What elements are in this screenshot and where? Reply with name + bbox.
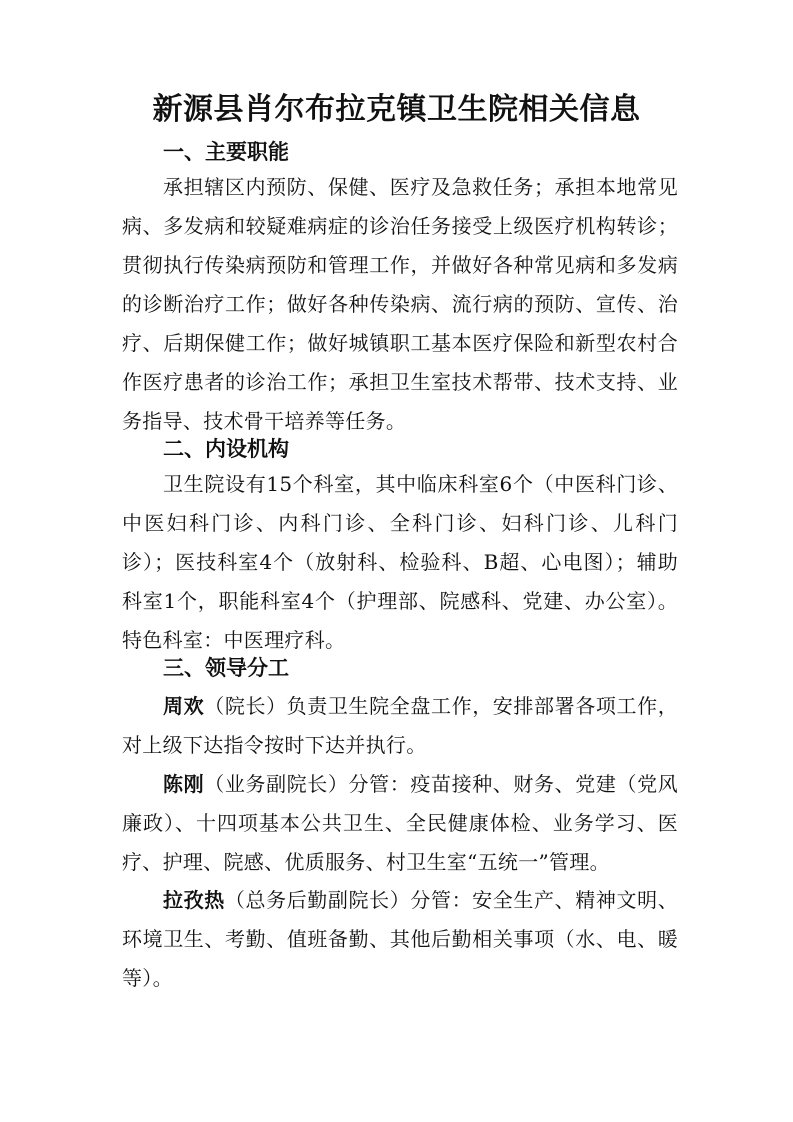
section-heading-departments: 二、内设机构 bbox=[163, 436, 289, 461]
section-heading-functions: 一、主要职能 bbox=[163, 139, 289, 164]
section-body-functions: 承担辖区内预防、保健、医疗及急救任务；承担本地常见病、多发病和较疑难病症的诊治任务接受上级医疗机构转诊；贯彻执行传染病预防和管理工作，并做好各种常见病和多发病的诊断治疗工作；做好各种传染病、流行病的预防、宣传、治疗、后期保健工作；做好城镇职工基本医疗保险和新型农村合作医疗患者的诊治工作；承担卫生室技术帮带、技术支持、业务指导、技术骨干培养等任务。 bbox=[122, 175, 678, 433]
leader-entry-deputy-medical bbox=[122, 765, 678, 882]
leader-name: 拉孜热 bbox=[163, 888, 225, 912]
leader-duties: （总务后勤副院长）分管：安全生产、精神文明、环境卫生、考勤、值班备勤、其他后勤相关事项（水、电、暖等）。 bbox=[122, 888, 678, 990]
section-heading-leadership: 三、领导分工 bbox=[163, 655, 289, 680]
section-body-departments: 卫生院设有15个科室，其中临床科室6个（中医科门诊、中医妇科门诊、内科门诊、全科门诊、妇科门诊、儿科门诊）；医技科室4个（放射科、检验科、B超、心电图）；辅助科室1个，职能科室4个（护理部、院感科、党建、办公室）。特色科室：中医理疗科。 bbox=[122, 472, 678, 652]
leader-entry-director bbox=[122, 687, 678, 765]
leader-name: 陈刚 bbox=[163, 772, 205, 796]
leader-entry-deputy-logistics bbox=[122, 881, 678, 998]
page-title: 新源县肖尔布拉克镇卫生院相关信息 bbox=[152, 92, 641, 127]
leader-name: 周欢 bbox=[163, 694, 205, 718]
leader-duties: （院长）负责卫生院全盘工作，安排部署各项工作，对上级下达指令按时下达并执行。 bbox=[122, 694, 678, 757]
leader-duties: （业务副院长）分管：疫苗接种、财务、党建（党风廉政）、十四项基本公共卫生、全民健康体检、业务学习、医疗、护理、院感、优质服务、村卫生室“五统一”管理。 bbox=[122, 772, 678, 874]
